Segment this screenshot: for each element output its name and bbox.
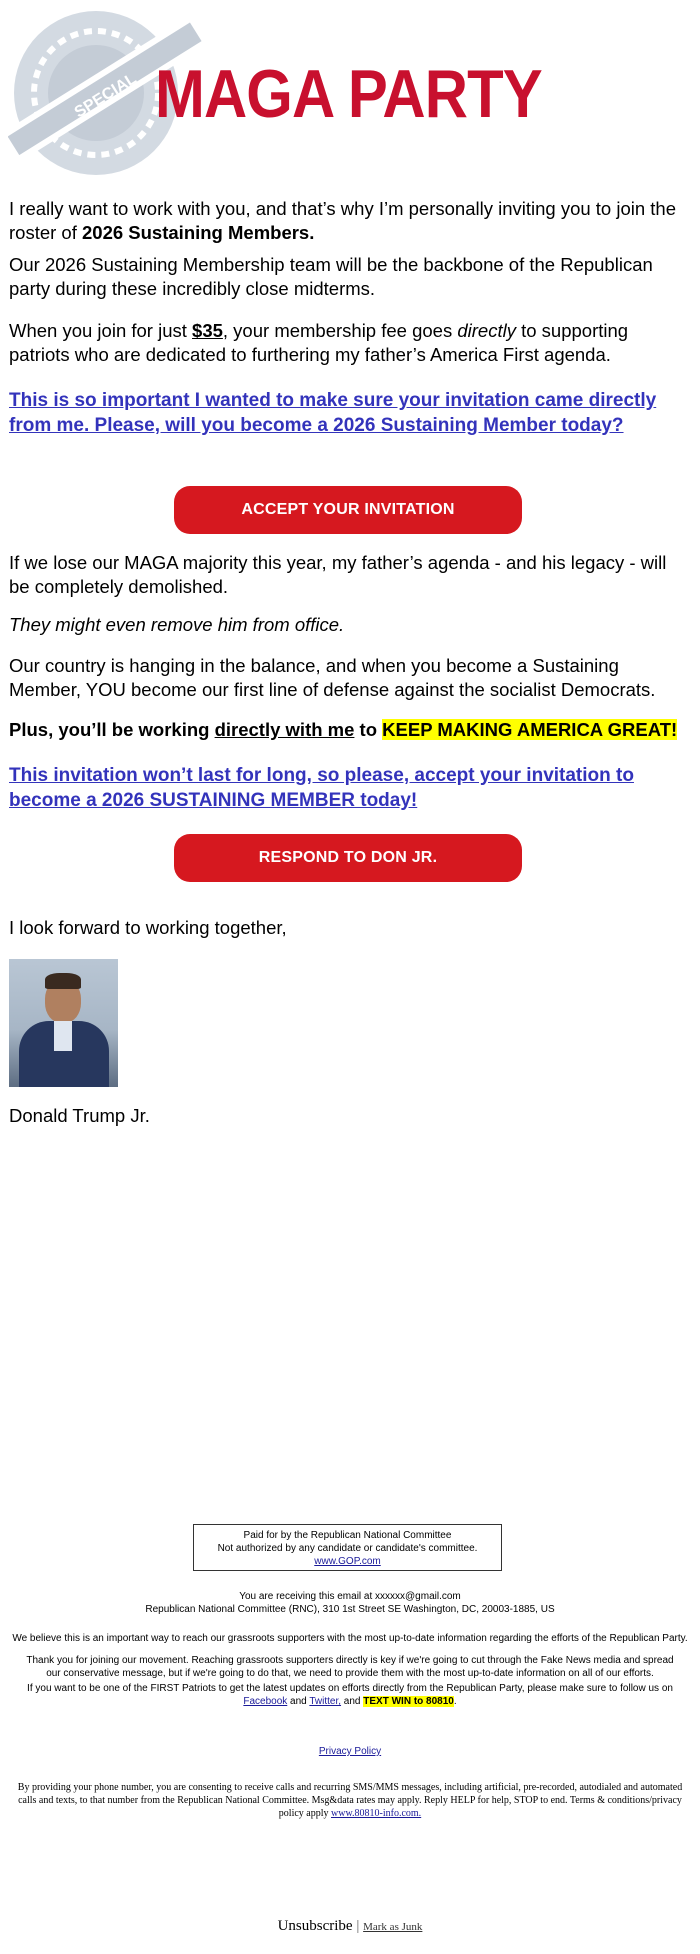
team-paragraph: Our 2026 Sustaining Membership team will be the backbone of the Republican party during these incredibly close midterms. bbox=[9, 254, 653, 299]
separator: | bbox=[356, 1918, 360, 1934]
svg-text:SPECIAL: SPECIAL bbox=[71, 70, 140, 122]
brand-name: MAGA PARTY bbox=[155, 56, 542, 132]
not-authorized-text: Not authorized by any candidate or candidate's committee. bbox=[217, 1543, 478, 1554]
paid-for-box bbox=[193, 1524, 502, 1571]
mark-as-junk-link[interactable]: Mark as Junk bbox=[363, 1921, 423, 1933]
unsubscribe-link[interactable]: Unsubscribe bbox=[277, 1918, 353, 1934]
accept-invitation-button[interactable]: ACCEPT YOUR INVITATION bbox=[174, 486, 522, 534]
paid-for-text: Paid for by the Republican National Committee bbox=[243, 1530, 452, 1541]
follow-text: If you want to be one of the FIRST Patriots to get the latest updates on efforts directly from the Republican Party, please make sure to follow us on Facebook and Twitter, and TEXT WIN to 80810. bbox=[27, 1683, 673, 1707]
respond-button[interactable]: RESPOND TO DON JR. bbox=[174, 834, 522, 882]
defense-paragraph: Our country is hanging in the balance, and when you become a Sustaining Member, YOU become our first line of defense against the socialist Democrats. bbox=[9, 655, 656, 700]
unsubscribe-row bbox=[0, 1916, 700, 1937]
facebook-link[interactable]: Facebook bbox=[243, 1696, 288, 1707]
closing-text: I look forward to working together, bbox=[9, 917, 287, 938]
address-text: Republican National Committee (RNC), 310 1st Street SE Washington, DC, 20003-1885, US bbox=[145, 1604, 555, 1615]
header-logo bbox=[0, 0, 700, 180]
twitter-link[interactable]: Twitter, bbox=[309, 1696, 342, 1707]
recipient-info bbox=[0, 1590, 700, 1616]
working-paragraph: Plus, you’ll be working directly with me to KEEP MAKING AMERICA GREAT! bbox=[9, 719, 678, 740]
intro-paragraph: I really want to work with you, and that’s why I’m personally inviting you to join the roster of 2026 Sustaining Members. bbox=[9, 198, 677, 243]
gop-link[interactable]: www.GOP.com bbox=[314, 1556, 381, 1567]
office-paragraph: They might even remove him from office. bbox=[9, 614, 345, 635]
sms-disclaimer: By providing your phone number, you are consenting to receive calls and recurring SMS/MMS messages, including artificial, pre-recorded, autodialed and automated calls and texts, to that number from the Republican National Committee. Msg&data rates may apply. Reply HELP for help, STOP to end. Terms & conditions/privacy policy apply www.80810-info.com. bbox=[17, 1782, 683, 1819]
believe-text: We believe this is an important way to reach our grassroots supporters with the most up-to-date information regarding the efforts of the Republican Party. bbox=[12, 1633, 688, 1644]
invitation-link-2[interactable]: This invitation won’t last for long, so please, accept your invitation to become a 2026 SUSTAINING MEMBER today! bbox=[9, 765, 634, 811]
fee-paragraph: When you join for just $35, your membership fee goes directly to supporting patriots who are dedicated to furthering my father’s America First agenda. bbox=[9, 320, 629, 365]
invitation-link-1[interactable]: This is so important I wanted to make sure your invitation came directly from me. Please, will you become a 2026 Sustaining Member today? bbox=[9, 390, 657, 436]
privacy-policy-link[interactable]: Privacy Policy bbox=[318, 1746, 382, 1757]
signature-name: Donald Trump Jr. bbox=[9, 1105, 150, 1126]
majority-paragraph: If we lose our MAGA majority this year, my father’s agenda - and his legacy - will be completely demolished. bbox=[9, 552, 667, 597]
sms-info-link[interactable]: www.80810-info.com. bbox=[331, 1808, 422, 1819]
signer-photo bbox=[9, 959, 118, 1087]
thanks-text: Thank you for joining our movement. Reaching grassroots supporters directly is key if we're going to cut through the Fake News media and spread our conservative message, but if we're going to do that, we need to provide them with the most up-to-date information on all of our efforts. bbox=[26, 1655, 674, 1679]
receiving-text: You are receiving this email at xxxxxx@gmail.com bbox=[239, 1591, 461, 1602]
